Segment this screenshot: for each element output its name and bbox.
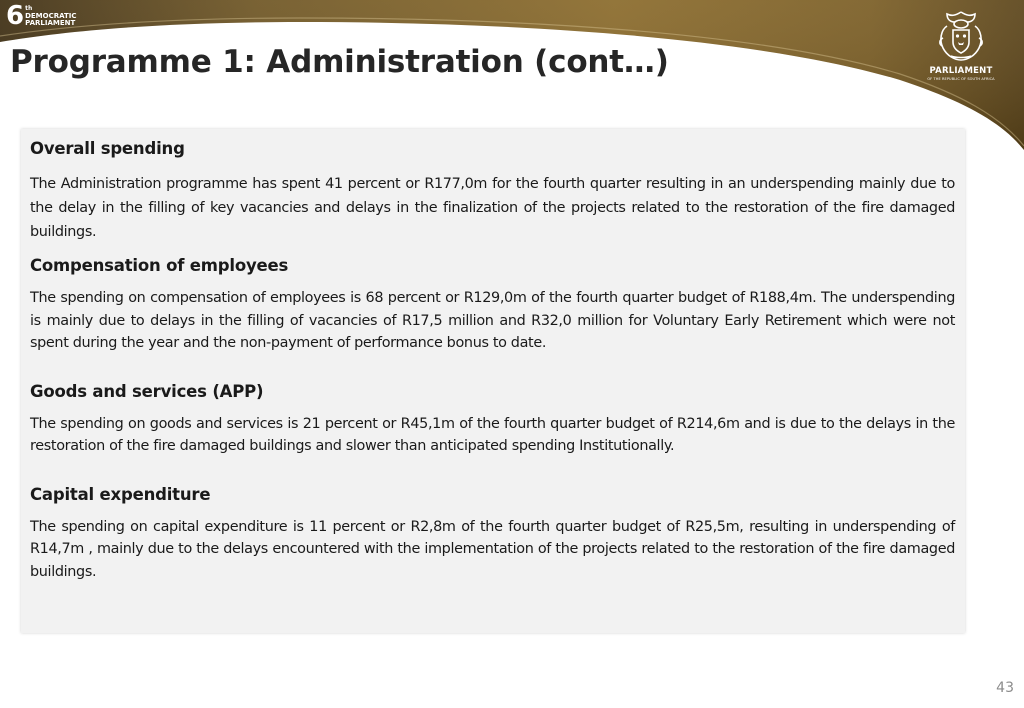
section-heading: Overall spending [30,139,185,158]
section-body: The spending on compensation of employees is 68 percent or R129,0m of the fourth quarter budget of R188,4m. The underspending is mainly due to delays in the filling of vacancies of R17,5 million and R32,0 million for Voluntary Early Retirement which were not spent during the year and the non-payment of performance bonus to date. [30,290,955,351]
sixth-parliament-badge [6,1,77,31]
section-body: The spending on goods and services is 21 percent or R45,1m of the fourth quarter budget of R214,6m and is due to the delays in the restoration of the fire damaged buildings and slower than anticipated spending Institutionally. [30,415,955,454]
badge-numeral: 6 [6,1,25,31]
parliament-logo [920,8,1002,81]
section-body: The Administration programme has spent 41 percent or R177,0m for the fourth quarter resulting in an underspending mainly due to the delay in the filling of key vacancies and delays in the finalization of the projects related to the restoration of the fire damaged buildings. [30,176,955,240]
slide-number: 43 [996,680,1014,696]
page-title: Programme 1: Administration (cont…) [10,44,669,80]
section-overall-spending [30,137,955,244]
content-panel [21,129,965,633]
section-capital-expenditure [30,483,955,584]
section-heading: Capital expenditure [30,484,211,504]
coat-of-arms-icon [933,8,989,64]
badge-line2: PARLIAMENT [25,19,76,27]
section-compensation-of-employees [30,254,955,355]
section-heading: Goods and services (APP) [30,381,264,401]
section-body: The spending on capital expenditure is 11 percent or R2,8m of the fourth quarter budget of R25,5m, resulting in underspending of R14,7m , mainly due to the delays encountered with the implementation of the projects related to the restoration of the fire damaged buildings. [30,518,955,580]
section-heading: Compensation of employees [30,256,289,275]
section-goods-and-services [30,380,955,458]
logo-name: PARLIAMENT [929,66,993,76]
logo-subtitle: OF THE REPUBLIC OF SOUTH AFRICA [927,77,995,81]
badge-line1: DEMOCRATIC [25,11,77,20]
badge-text [25,5,76,28]
badge-suffix: th [25,5,33,12]
